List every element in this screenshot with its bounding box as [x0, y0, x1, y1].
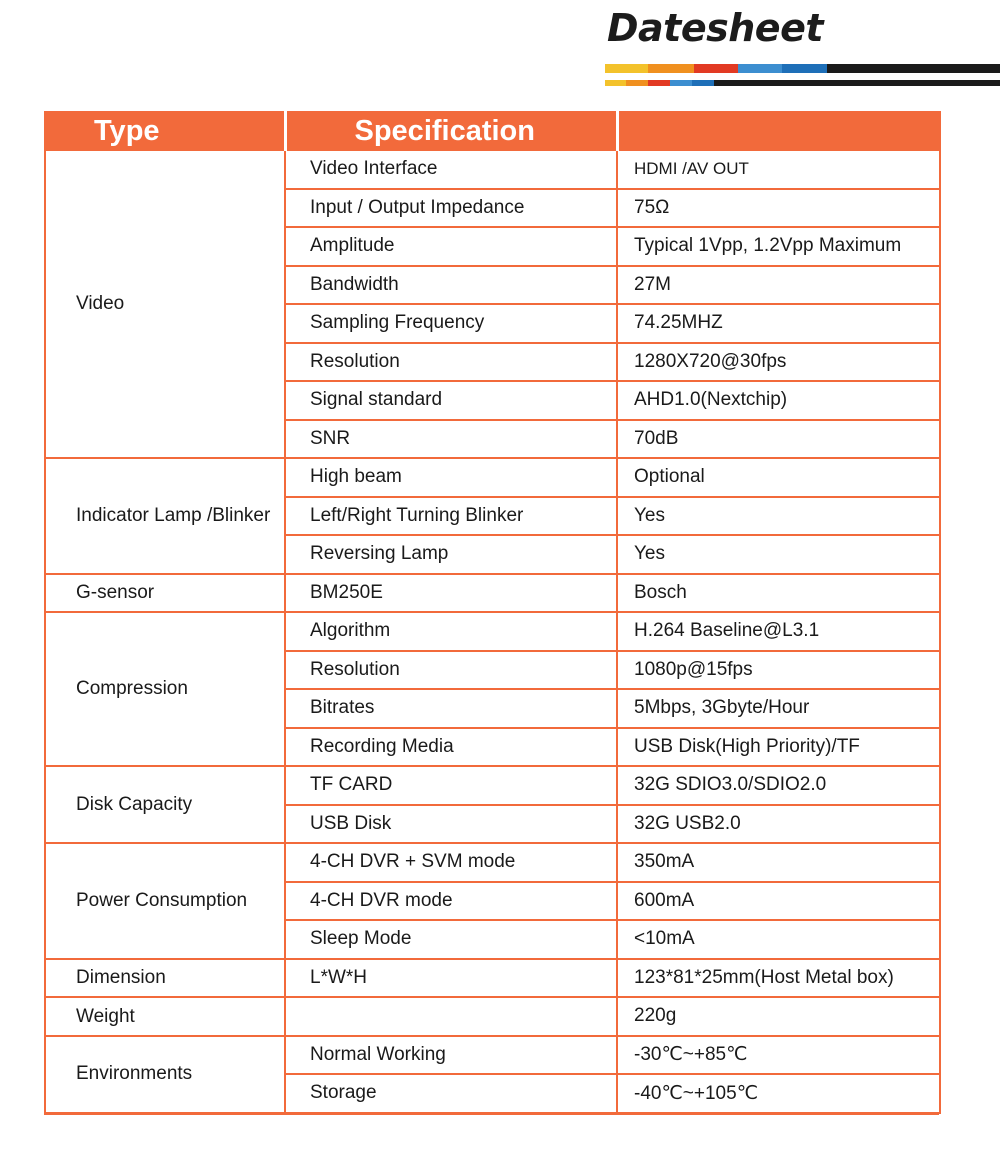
table-row [45, 612, 940, 651]
table-row [45, 458, 940, 497]
type-cell: Environments [45, 1036, 285, 1113]
value-cell: <10mA [617, 920, 940, 959]
spec-cell: 4-CH DVR + SVM mode [285, 843, 617, 882]
value-cell: 27M [617, 266, 940, 305]
value-cell: AHD1.0(Nextchip) [617, 381, 940, 420]
spec-cell: 4-CH DVR mode [285, 882, 617, 921]
value-cell: Yes [617, 497, 940, 536]
spec-cell: USB Disk [285, 805, 617, 844]
spec-cell: Sampling Frequency [285, 304, 617, 343]
header-specification-label: Specification [354, 114, 535, 147]
spec-cell: SNR [285, 420, 617, 459]
stripe-bottom-1 [605, 80, 626, 86]
value-cell: Optional [617, 458, 940, 497]
value-cell: 32G USB2.0 [617, 805, 940, 844]
spec-cell: Storage [285, 1074, 617, 1113]
value-cell: H.264 Baseline@L3.1 [617, 612, 940, 651]
value-cell: HDMI /AV OUT [617, 150, 940, 189]
table-row [45, 997, 940, 1036]
spec-cell: Reversing Lamp [285, 535, 617, 574]
spec-cell: Bandwidth [285, 266, 617, 305]
table-row [45, 1036, 940, 1075]
spec-sheet [44, 111, 939, 1114]
type-cell: Power Consumption [45, 843, 285, 959]
value-cell: 32G SDIO3.0/SDIO2.0 [617, 766, 940, 805]
spec-cell: Video Interface [285, 150, 617, 189]
value-cell: 5Mbps, 3Gbyte/Hour [617, 689, 940, 728]
spec-cell: Signal standard [285, 381, 617, 420]
spec-cell [285, 997, 617, 1036]
stripe-bottom-5 [692, 80, 714, 86]
spec-cell: Recording Media [285, 728, 617, 767]
spec-cell: Input / Output Impedance [285, 189, 617, 228]
stripe-bottom-4 [670, 80, 692, 86]
value-cell: 1280X720@30fps [617, 343, 940, 382]
stripe-bottom-3 [648, 80, 670, 86]
value-cell: Bosch [617, 574, 940, 613]
value-cell: 123*81*25mm(Host Metal box) [617, 959, 940, 998]
header-value [617, 112, 940, 150]
value-cell: Typical 1Vpp, 1.2Vpp Maximum [617, 227, 940, 266]
table-body [45, 150, 940, 1113]
table-row [45, 574, 940, 613]
value-cell: -40℃~+105℃ [617, 1074, 940, 1113]
spec-cell: Resolution [285, 343, 617, 382]
spec-cell: High beam [285, 458, 617, 497]
value-cell: 220g [617, 997, 940, 1036]
stripe-bottom-6 [714, 80, 1000, 86]
type-cell: Indicator Lamp /Blinker [45, 458, 285, 574]
table-row [45, 959, 940, 998]
header-type-label: Type [94, 114, 160, 147]
stripe-bottom-2 [626, 80, 648, 86]
type-cell: Weight [45, 997, 285, 1036]
spec-cell: BM250E [285, 574, 617, 613]
stripe-top-4 [738, 64, 782, 73]
value-cell: 75Ω [617, 189, 940, 228]
page-title: Datesheet [607, 6, 824, 50]
color-stripe-decoration [605, 64, 1000, 88]
table-row [45, 766, 940, 805]
spec-cell: Sleep Mode [285, 920, 617, 959]
type-cell: Compression [45, 612, 285, 766]
spec-cell: Left/Right Turning Blinker [285, 497, 617, 536]
spec-cell: Algorithm [285, 612, 617, 651]
table-header-row [45, 112, 940, 150]
header-type [45, 112, 285, 150]
value-cell: USB Disk(High Priority)/TF [617, 728, 940, 767]
value-cell: 1080p@15fps [617, 651, 940, 690]
table-row [45, 150, 940, 189]
value-cell: 70dB [617, 420, 940, 459]
type-cell: G-sensor [45, 574, 285, 613]
value-cell: 350mA [617, 843, 940, 882]
type-cell: Disk Capacity [45, 766, 285, 843]
value-cell: Yes [617, 535, 940, 574]
value-cell: 74.25MHZ [617, 304, 940, 343]
type-cell: Dimension [45, 959, 285, 998]
value-cell: -30℃~+85℃ [617, 1036, 940, 1075]
stripe-top-5 [782, 64, 827, 73]
stripe-top-1 [605, 64, 648, 73]
table-bottom-line [44, 1112, 939, 1115]
stripe-top-2 [648, 64, 694, 73]
spec-cell: Resolution [285, 651, 617, 690]
header-specification [285, 112, 617, 150]
type-cell: Video [45, 150, 285, 458]
spec-cell: Normal Working [285, 1036, 617, 1075]
spec-cell: TF CARD [285, 766, 617, 805]
spec-cell: L*W*H [285, 959, 617, 998]
spec-table [44, 111, 941, 1114]
spec-cell: Amplitude [285, 227, 617, 266]
stripe-top-3 [694, 64, 738, 73]
stripe-top-6 [827, 64, 1000, 73]
spec-cell: Bitrates [285, 689, 617, 728]
table-row [45, 843, 940, 882]
value-cell: 600mA [617, 882, 940, 921]
